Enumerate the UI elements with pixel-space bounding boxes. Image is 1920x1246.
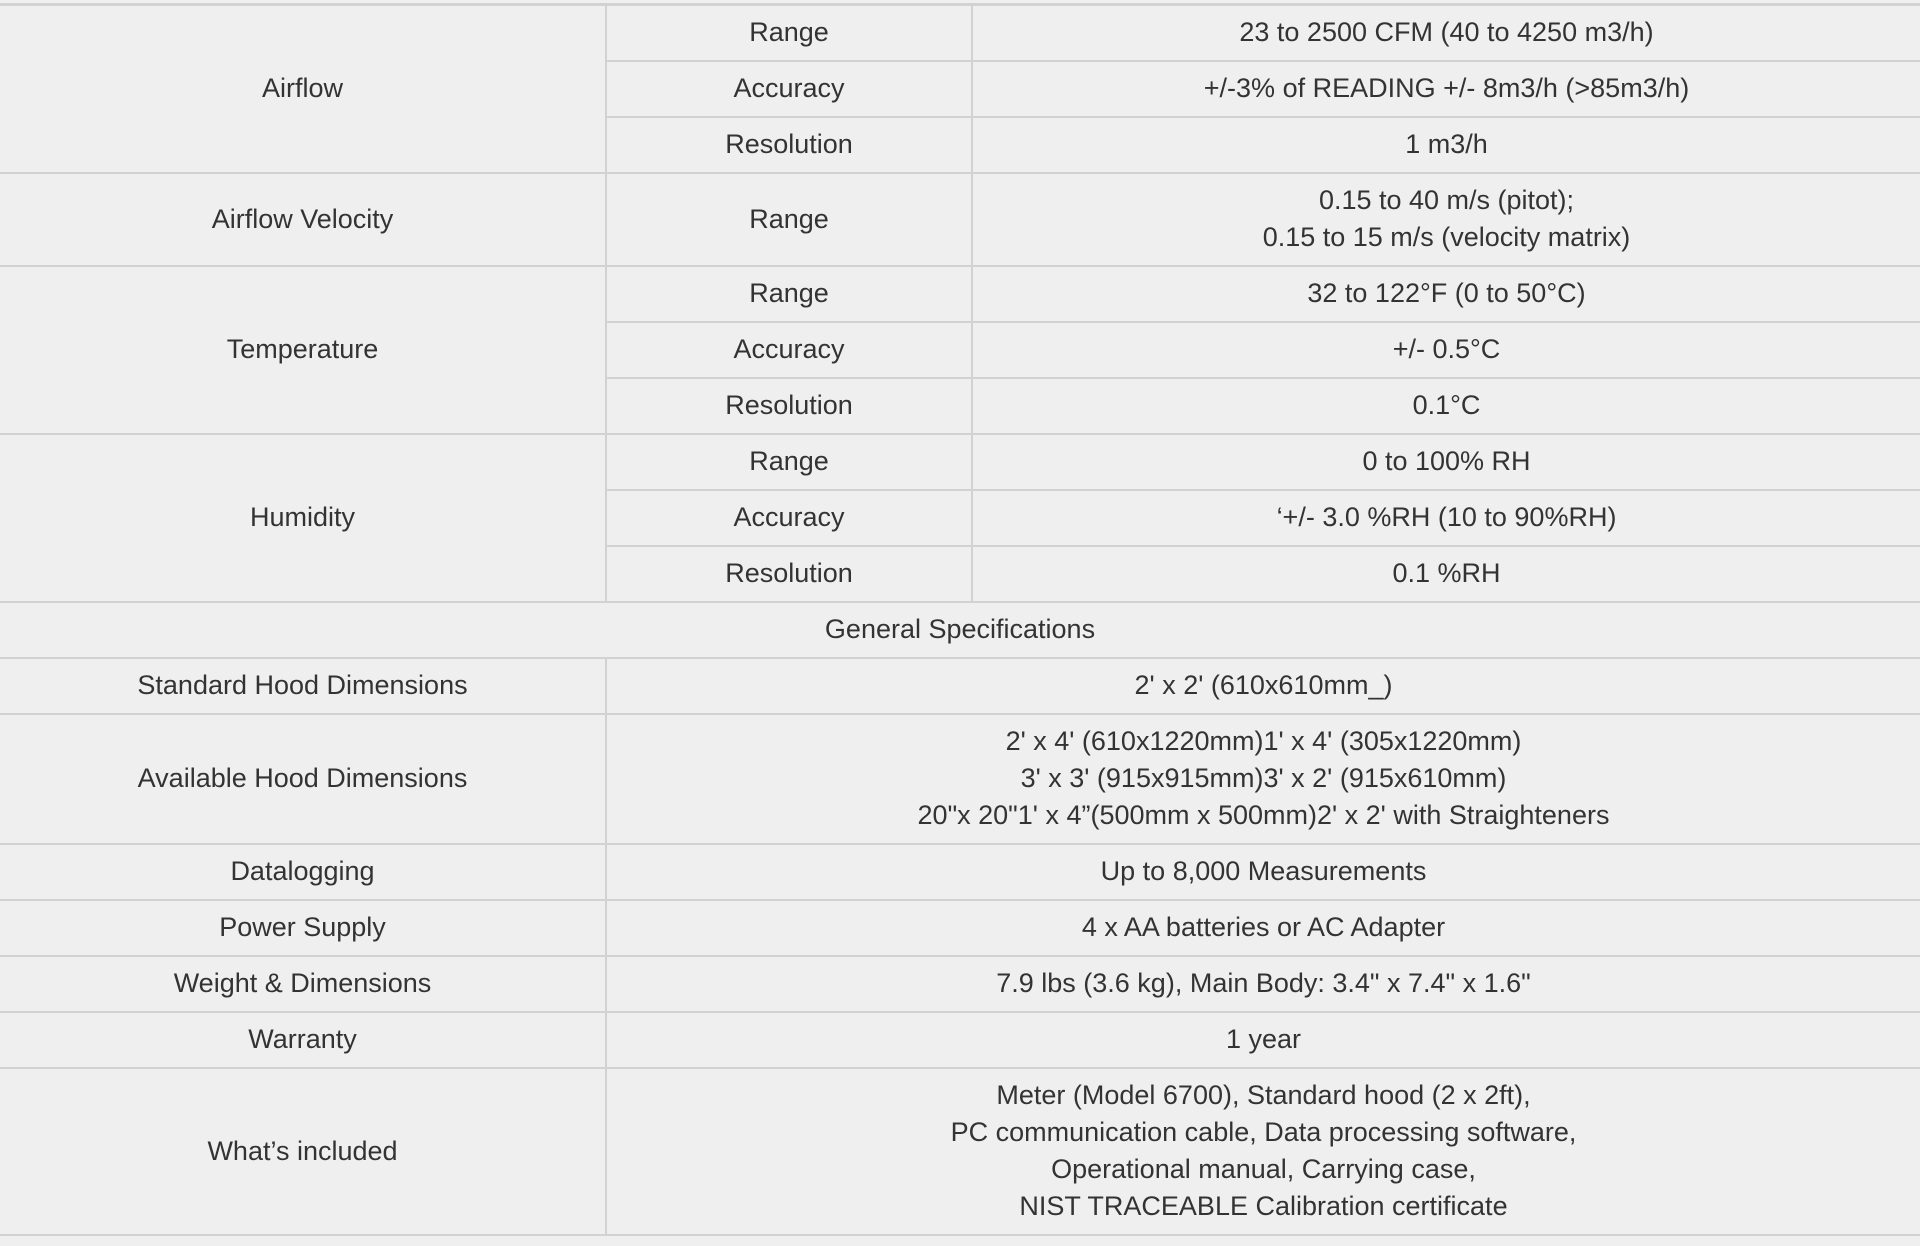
measurement-parameter: Accuracy xyxy=(606,61,972,117)
general-spec-row xyxy=(0,844,1920,900)
measurement-category: Airflow Velocity xyxy=(0,173,606,266)
measurement-category: Temperature xyxy=(0,266,606,434)
measurement-value: 1 m3/h xyxy=(972,117,1920,173)
measurement-parameter: Resolution xyxy=(606,117,972,173)
general-spec-row xyxy=(0,714,1920,844)
measurement-parameter: Range xyxy=(606,266,972,322)
measurement-value xyxy=(972,173,1920,266)
general-spec-label: Datalogging xyxy=(0,844,606,900)
general-spec-label: Available Hood Dimensions xyxy=(0,714,606,844)
general-spec-value: 4 x AA batteries or AC Adapter xyxy=(606,900,1920,956)
measurement-value: 23 to 2500 CFM (40 to 4250 m3/h) xyxy=(972,5,1920,61)
general-spec-row xyxy=(0,1012,1920,1068)
spec-table-body xyxy=(0,5,1920,1235)
general-spec-row xyxy=(0,658,1920,714)
spec-value-line: 2' x 4' (610x1220mm)1' x 4' (305x1220mm) xyxy=(1005,726,1522,756)
measurement-category: Airflow xyxy=(0,5,606,173)
measurement-parameter: Resolution xyxy=(606,378,972,434)
measurement-parameter: Accuracy xyxy=(606,490,972,546)
spec-value-line: Meter (Model 6700), Standard hood (2 x 2ft), xyxy=(996,1080,1531,1110)
general-spec-value: Up to 8,000 Measurements xyxy=(606,844,1920,900)
general-spec-label: Power Supply xyxy=(0,900,606,956)
general-spec-value xyxy=(606,1068,1920,1235)
measurement-parameter: Range xyxy=(606,5,972,61)
measurement-value: ‘+/- 3.0 %RH (10 to 90%RH) xyxy=(972,490,1920,546)
general-specs-heading: General Specifications xyxy=(0,602,1920,658)
measurement-value: 0.1°C xyxy=(972,378,1920,434)
general-spec-value: 1 year xyxy=(606,1012,1920,1068)
general-spec-label: Weight & Dimensions xyxy=(0,956,606,1012)
spec-value-line: 0.15 to 40 m/s (pitot); xyxy=(1318,185,1575,215)
measurement-row xyxy=(0,173,1920,266)
spec-table xyxy=(0,3,1920,1236)
measurement-value: 0.1 %RH xyxy=(972,546,1920,602)
measurement-value: +/-3% of READING +/- 8m3/h (>85m3/h) xyxy=(972,61,1920,117)
measurement-value: 0 to 100% RH xyxy=(972,434,1920,490)
general-spec-label: What’s included xyxy=(0,1068,606,1235)
general-spec-value: 2' x 2' (610x610mm_) xyxy=(606,658,1920,714)
spec-value-line: NIST TRACEABLE Calibration certificate xyxy=(1019,1191,1508,1221)
general-spec-row xyxy=(0,900,1920,956)
measurement-value: 32 to 122°F (0 to 50°C) xyxy=(972,266,1920,322)
measurement-parameter: Resolution xyxy=(606,546,972,602)
measurement-row xyxy=(0,5,1920,61)
measurement-parameter: Accuracy xyxy=(606,322,972,378)
general-spec-label: Standard Hood Dimensions xyxy=(0,658,606,714)
general-spec-row xyxy=(0,956,1920,1012)
measurement-parameter: Range xyxy=(606,173,972,266)
measurement-category: Humidity xyxy=(0,434,606,602)
measurement-value: +/- 0.5°C xyxy=(972,322,1920,378)
general-specs-heading-row xyxy=(0,602,1920,658)
general-spec-value xyxy=(606,714,1920,844)
general-spec-value: 7.9 lbs (3.6 kg), Main Body: 3.4" x 7.4" x 1.6" xyxy=(606,956,1920,1012)
measurement-parameter: Range xyxy=(606,434,972,490)
spec-value-line: PC communication cable, Data processing software, xyxy=(950,1117,1577,1147)
measurement-row xyxy=(0,266,1920,322)
general-spec-label: Warranty xyxy=(0,1012,606,1068)
general-spec-row xyxy=(0,1068,1920,1235)
measurement-row xyxy=(0,434,1920,490)
spec-value-line: 20"x 20"1' x 4”(500mm x 500mm)2' x 2' with Straighteners xyxy=(917,800,1610,830)
spec-value-line: 3' x 3' (915x915mm)3' x 2' (915x610mm) xyxy=(1020,763,1507,793)
spec-value-line: 0.15 to 15 m/s (velocity matrix) xyxy=(1262,222,1631,252)
spec-value-line: Operational manual, Carrying case, xyxy=(1051,1154,1476,1184)
